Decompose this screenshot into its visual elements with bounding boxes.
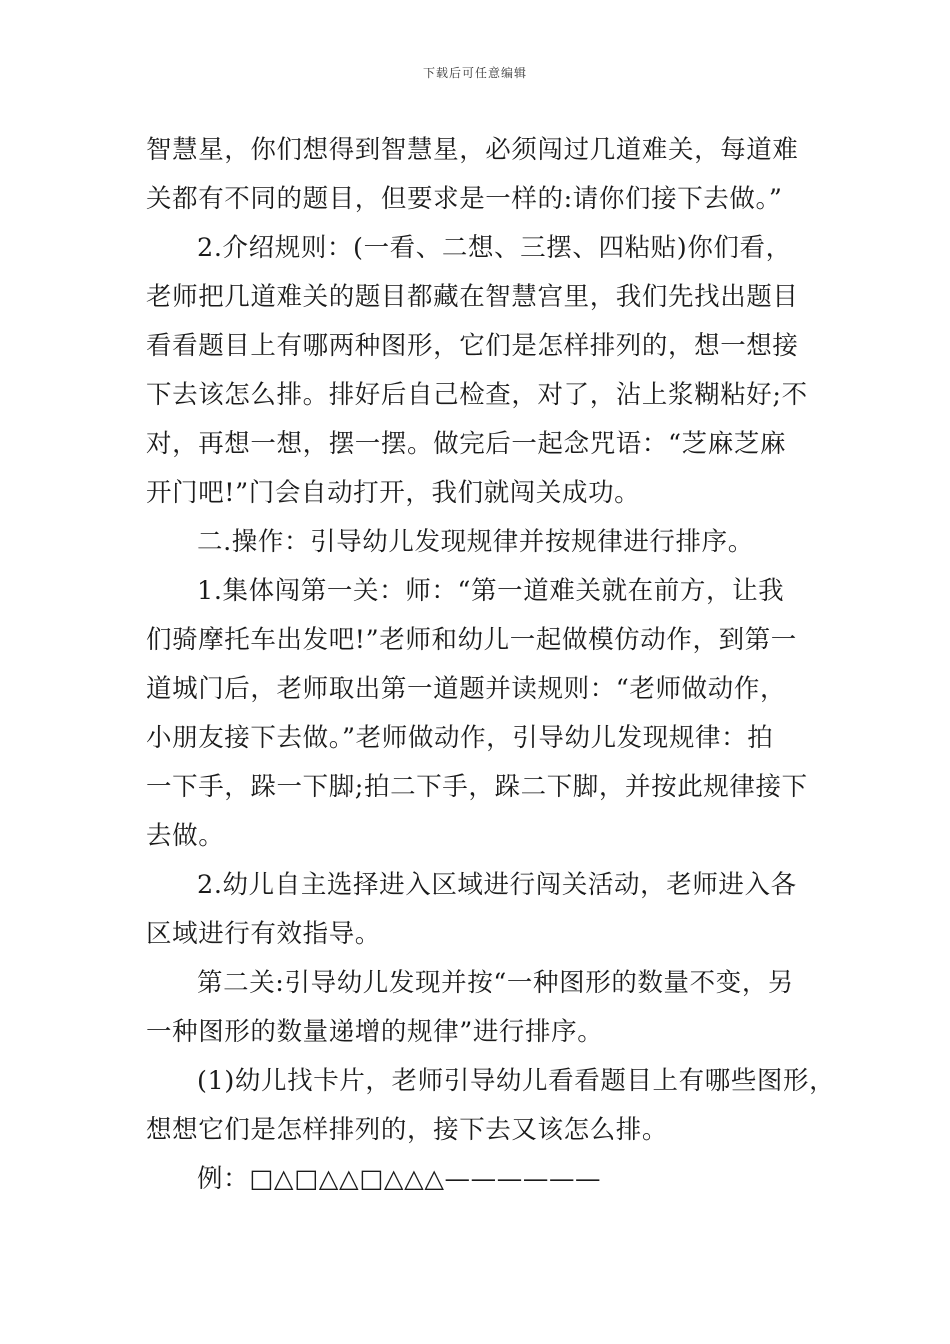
text-line: 一下手，跺一下脚;拍二下手，跺二下脚，并按此规律接下 <box>146 772 808 802</box>
text-line: 老师把几道难关的题目都藏在智慧宫里，我们先找出题目 <box>146 282 799 312</box>
text-line: 想想它们是怎样排列的，接下去又该怎么排。 <box>146 1115 669 1145</box>
text-line: 道城门后，老师取出第一道题并读规则：“老师做动作， <box>146 674 787 704</box>
text-line: 们骑摩托车出发吧!”老师和幼儿一起做模仿动作，到第一 <box>146 625 797 655</box>
text-line: 去做。 <box>146 821 225 851</box>
text-line: 区域进行有效指导。 <box>146 919 381 949</box>
text-line: 看看题目上有哪两种图形，它们是怎样排列的，想一想接 <box>146 331 799 361</box>
text-line: 二.操作：引导幼儿发现规律并按规律进行排序。 <box>197 527 754 557</box>
text-line: 一种图形的数量递增的规律”进行排序。 <box>146 1017 604 1047</box>
text-line: 例：□△□△△□△△△—————— <box>197 1164 602 1194</box>
text-line: 下去该怎么排。排好后自己检查，对了，沾上浆糊粘好;不 <box>146 380 808 410</box>
text-line: 第二关:引导幼儿发现并按“一种图形的数量不变，另 <box>197 968 795 998</box>
text-line: 关都有不同的题目，但要求是一样的:请你们接下去做。” <box>146 184 783 214</box>
text-line: 2.幼儿自主选择进入区域进行闯关活动，老师进入各 <box>197 870 797 900</box>
text-line: (1)幼儿找卡片，老师引导幼儿看看题目上有哪些图形， <box>197 1066 836 1096</box>
text-line: 对，再想一想，摆一摆。做完后一起念咒语：“芝麻芝麻 <box>146 429 787 459</box>
text-line: 开门吧!”门会自动打开，我们就闯关成功。 <box>146 478 641 508</box>
text-line: 2.介绍规则：(一看、二想、三摆、四粘贴)你们看， <box>197 233 792 263</box>
page-header-note: 下载后可任意编辑 <box>422 66 527 80</box>
text-line: 1.集体闯第一关：师：“第一道难关就在前方，让我 <box>197 576 785 606</box>
text-line: 智慧星，你们想得到智慧星，必须闯过几道难关，每道难 <box>146 135 799 165</box>
document-body <box>146 126 836 1204</box>
text-line: 小朋友接下去做。”老师做动作，引导幼儿发现规律：拍 <box>146 723 774 753</box>
